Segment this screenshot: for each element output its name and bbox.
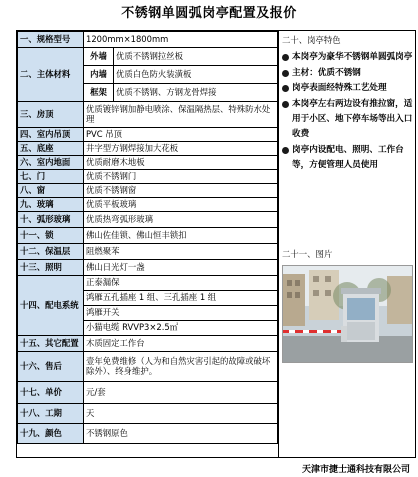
feature-item <box>282 143 413 174</box>
row-label: 十八、工期 <box>18 404 84 424</box>
spec-table-column <box>17 31 279 457</box>
table-row <box>18 32 278 48</box>
table-row <box>18 128 278 142</box>
booth-photo-image <box>283 266 413 363</box>
row-value: 优质不锈钢门 <box>84 170 278 184</box>
feature-item <box>282 66 413 81</box>
row-label: 二、主体材料 <box>18 48 84 102</box>
row-value: 不锈钢原色 <box>84 424 278 444</box>
row-value: PVC 吊顶 <box>84 128 278 142</box>
table-row <box>18 244 278 260</box>
row-value: 木质固定工作台 <box>84 336 278 352</box>
row-label: 十五、其它配置 <box>18 336 84 352</box>
bullet-icon <box>282 54 289 61</box>
row-label: 十、弧形玻璃 <box>18 212 84 228</box>
row-label: 五、底座 <box>18 142 84 156</box>
row-value: 1200mm×1800mm <box>84 32 278 48</box>
row-sublabel: 框架 <box>84 84 114 102</box>
row-value: 阻燃聚苯 <box>84 244 278 260</box>
row-value: 优质不锈钢窗 <box>84 184 278 198</box>
bullet-icon <box>282 70 289 77</box>
row-value: 优质不锈钢、方钢龙骨焊接 <box>114 84 278 102</box>
table-row <box>18 382 278 404</box>
row-sublabel: 外墙 <box>84 48 114 66</box>
row-value: 优质白色防火装潢板 <box>114 66 278 84</box>
row-value: 佛山佐佳锁、佛山恒丰锁扣 <box>84 228 278 244</box>
row-label: 四、室内吊顶 <box>18 128 84 142</box>
table-row <box>18 352 278 382</box>
row-value: 天 <box>84 404 278 424</box>
feature-text: 主材：优质不锈钢 <box>292 67 361 78</box>
row-label: 九、玻璃 <box>18 198 84 212</box>
bullet-icon <box>282 147 289 154</box>
row-value: 井字型方钢焊接加大花板 <box>84 142 278 156</box>
feature-item <box>282 50 413 65</box>
features-column <box>279 31 416 457</box>
row-value: 壹年免费维修（人为和自然灾害引起的故障或破坏除外）、终身维护。 <box>84 352 278 382</box>
table-row <box>18 336 278 352</box>
table-row <box>18 198 278 212</box>
row-label: 十一、锁 <box>18 228 84 244</box>
booth-photo <box>282 265 413 363</box>
row-label: 七、门 <box>18 170 84 184</box>
table-row <box>18 424 278 444</box>
row-label: 十九、颜色 <box>18 424 84 444</box>
feature-text: 岗亭内设配电、照明、工作台等，方便管理人员使用 <box>292 144 404 171</box>
feature-text: 本岗亭左右两边设有推拉窗，适用于小区、地下停车场等出入口收费 <box>292 98 413 140</box>
features-heading: 二十、岗亭特色 <box>282 35 341 45</box>
spec-table <box>17 31 278 444</box>
feature-text: 本岗亭为豪华不锈钢单圆弧岗亭 <box>292 52 413 63</box>
company-name: 天津市捷士通科技有限公司 <box>301 465 410 475</box>
row-value: 鸿雁五孔插座 1 组、三孔插座 1 组 <box>84 291 278 306</box>
feature-text: 岗亭表面经特殊工艺处理 <box>292 83 387 94</box>
row-value: 优质不锈钢拉丝板 <box>114 48 278 66</box>
row-value: 鸿雁开关 <box>84 306 278 321</box>
row-label: 八、窗 <box>18 184 84 198</box>
table-row <box>18 184 278 198</box>
photo-heading: 二十一、图片 <box>282 249 333 259</box>
row-value: 佛山日光灯一盏 <box>84 260 278 276</box>
row-label: 十六、售后 <box>18 352 84 382</box>
row-value: 优质平板玻璃 <box>84 198 278 212</box>
table-row <box>18 404 278 424</box>
row-label: 十七、单价 <box>18 382 84 404</box>
table-row <box>18 276 278 291</box>
table-row <box>18 212 278 228</box>
table-row <box>18 170 278 184</box>
feature-item <box>282 97 413 143</box>
spec-sheet <box>16 30 416 458</box>
row-label: 十三、照明 <box>18 260 84 276</box>
table-row <box>18 260 278 276</box>
bullet-icon <box>282 101 289 108</box>
row-value: 优质耐磨木地板 <box>84 156 278 170</box>
row-label: 十二、保温层 <box>18 244 84 260</box>
page-title: 不锈钢单圆弧岗亭配置及报价 <box>121 6 297 21</box>
table-row <box>18 48 278 66</box>
row-label: 六、室内地面 <box>18 156 84 170</box>
table-row <box>18 156 278 170</box>
row-value: 元/套 <box>84 382 278 404</box>
row-label: 一、规格型号 <box>18 32 84 48</box>
row-value: 小猫电缆 RVVP3×2.5㎡ <box>84 321 278 336</box>
row-value: 正泰漏保 <box>84 276 278 291</box>
table-row <box>18 142 278 156</box>
table-row <box>18 228 278 244</box>
feature-item <box>282 81 413 96</box>
row-sublabel: 内墙 <box>84 66 114 84</box>
bullet-icon <box>282 85 289 92</box>
row-value: 优质镀锌钢加静电喷涂、保温隔热层、特殊防水处理 <box>84 102 278 128</box>
row-label: 十四、配电系统 <box>18 276 84 336</box>
table-row <box>18 102 278 128</box>
row-value: 优质热弯弧形玻璃 <box>84 212 278 228</box>
row-label: 三、房顶 <box>18 102 84 128</box>
